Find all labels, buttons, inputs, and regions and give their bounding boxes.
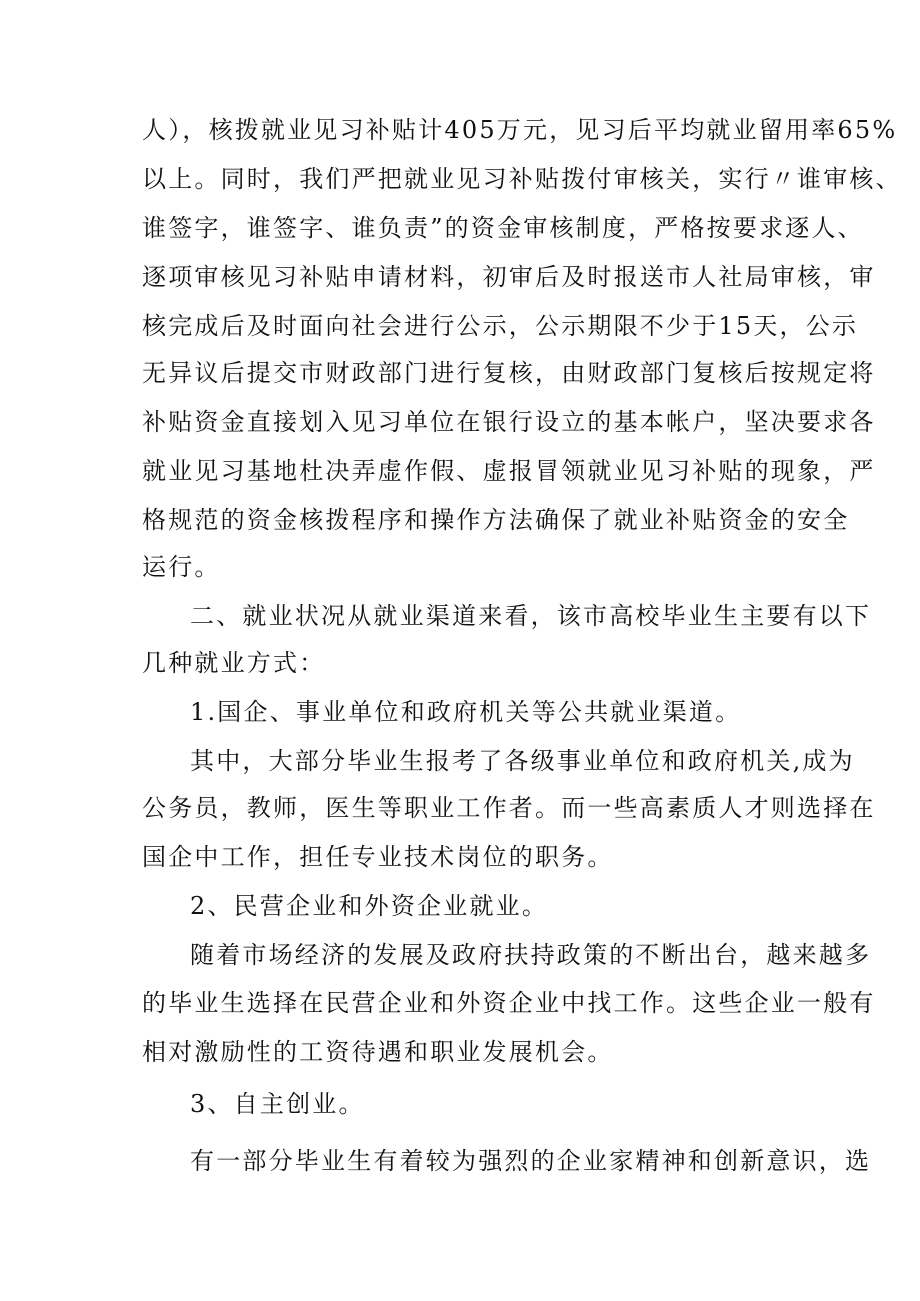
paragraph-line: 随着市场经济的发展及政府扶持政策的不断出台，越来越多	[190, 941, 872, 969]
list-item-heading: 3、自主创业。	[190, 1090, 365, 1118]
paragraph-line: 运行。	[142, 553, 221, 581]
paragraph-line: 逐项审核见习补贴申请材料，初审后及时报送市人社局审核，审	[142, 263, 876, 291]
paragraph-line: 核完成后及时面向社会进行公示，公示期限不少于15天，公示	[142, 312, 859, 340]
paragraph-line: 几种就业方式：	[142, 649, 326, 677]
paragraph-line: 无异议后提交市财政部门进行复核，由财政部门复核后按规定将	[142, 359, 876, 387]
paragraph-line: 的毕业生选择在民营企业和外资企业中找工作。这些企业一般有	[142, 989, 876, 1017]
paragraph-line: 补贴资金直接划入见习单位在银行设立的基本帐户，坚决要求各	[142, 408, 876, 436]
paragraph-line: 以上。同时，我们严把就业见习补贴拨付审核关，实行〃谁审核、	[142, 165, 902, 193]
paragraph-line: 有一部分毕业生有着较为强烈的企业家精神和创新意识，选	[190, 1147, 872, 1175]
paragraph-line: 人），核拨就业见习补贴计405万元，见习后平均就业留用率65%	[142, 116, 898, 144]
section-heading-line: 二、就业状况从就业渠道来看，该市高校毕业生主要有以下	[190, 602, 872, 630]
list-item-heading: 2、民营企业和外资企业就业。	[190, 892, 549, 920]
paragraph-line: 国企中工作，担任专业技术岗位的职务。	[142, 843, 614, 871]
paragraph-line: 其中，大部分毕业生报考了各级事业单位和政府机关,成为	[190, 747, 855, 775]
paragraph-line: 公务员，教师，医生等职业工作者。而一些高素质人才则选择在	[142, 794, 876, 822]
list-item-heading: 1.国企、事业单位和政府机关等公共就业渠道。	[190, 698, 742, 726]
paragraph-line: 谁签字，谁签字、谁负责”的资金审核制度，严格按要求逐人、	[142, 214, 864, 242]
paragraph-line: 就业见习基地杜决弄虚作假、虚报冒领就业见习补贴的现象，严	[142, 457, 876, 485]
paragraph-line: 相对激励性的工资待遇和职业发展机会。	[142, 1038, 614, 1066]
paragraph-line: 格规范的资金核拨程序和操作方法确保了就业补贴资金的安全	[142, 506, 850, 534]
